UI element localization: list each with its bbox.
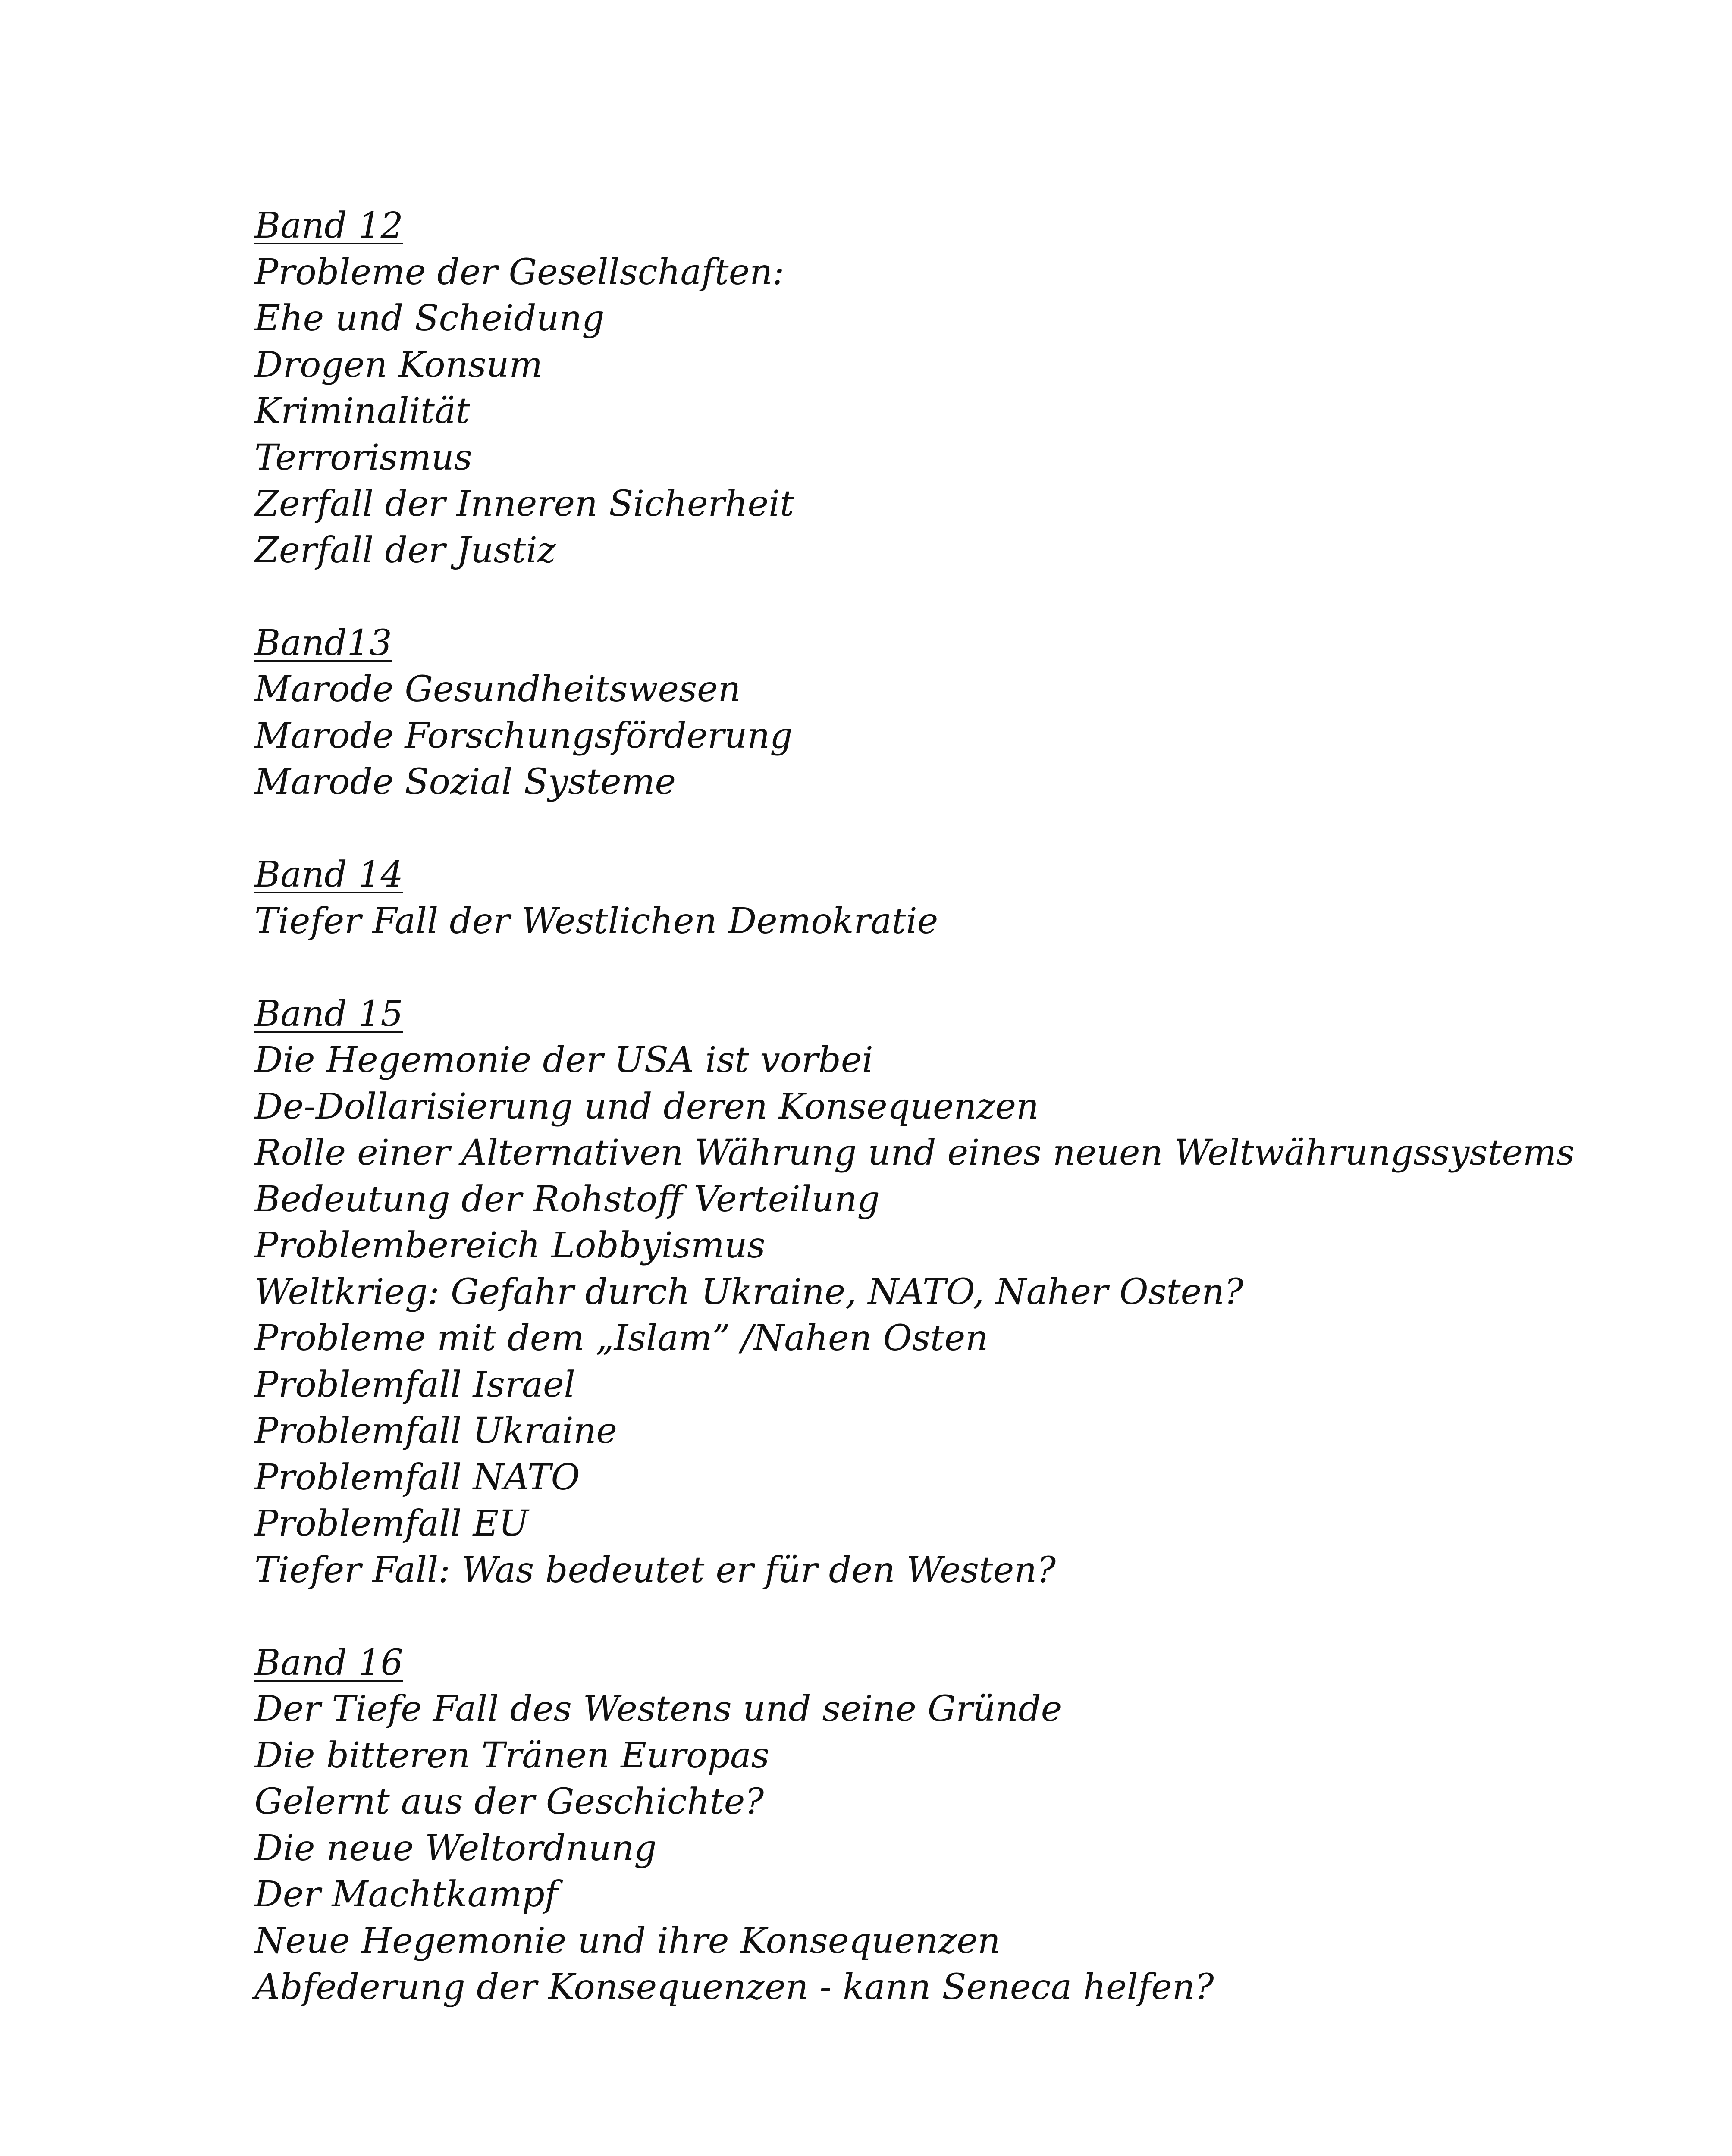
topic-item: Problembereich Lobbyismus (254, 1225, 766, 1266)
topic-item: Terrorismus (254, 437, 472, 478)
topic-item: Tiefer Fall der Westlichen Demokratie (254, 900, 938, 942)
topic-item: Gelernt aus der Geschichte? (254, 1781, 764, 1822)
topic-item: Bedeutung der Rohstoff Verteilung (254, 1178, 880, 1220)
band-heading: Band 15 (254, 993, 403, 1034)
band-heading: Band 12 (254, 205, 403, 246)
topic-item: Zerfall der Inneren Sicherheit (254, 483, 794, 524)
topic-item: Marode Gesundheitswesen (254, 669, 741, 710)
section-band-16 (254, 1640, 1635, 2011)
topic-item: Probleme mit dem „Islam” /Nahen Osten (254, 1318, 988, 1359)
topic-item: Tiefer Fall: Was bedeutet er für den Westen? (254, 1549, 1056, 1591)
topic-item: Die bitteren Tränen Europas (254, 1735, 770, 1776)
section-band-14 (254, 852, 1635, 944)
topic-item: Marode Sozial Systeme (254, 761, 676, 802)
topic-item: Problemfall Israel (254, 1364, 575, 1405)
topic-item: Problemfall Ukraine (254, 1410, 617, 1451)
topic-item: Weltkrieg: Gefahr durch Ukraine, NATO, Naher Osten? (254, 1271, 1243, 1313)
topic-item: Rolle einer Alternativen Währung und eines neuen Weltwährungssystems (254, 1132, 1575, 1173)
topic-item: Die Hegemonie der USA ist vorbei (254, 1040, 873, 1081)
section-band-13 (254, 620, 1635, 805)
topic-list (254, 666, 1635, 805)
topic-item: Problemfall EU (254, 1503, 529, 1544)
band-heading: Band13 (254, 622, 392, 664)
topic-item: Kriminalität (254, 391, 470, 432)
topic-item: De-Dollarisierung und deren Konsequenzen (254, 1086, 1039, 1127)
topic-item: Problemfall NATO (254, 1457, 580, 1498)
topic-list (254, 898, 1635, 945)
topic-item: Marode Forschungsförderung (254, 715, 793, 756)
topic-item: Ehe und Scheidung (254, 298, 605, 339)
topic-list (254, 1037, 1635, 1593)
topic-item: Probleme der Gesellschaften: (254, 251, 784, 293)
band-heading: Band 16 (254, 1642, 403, 1683)
section-band-15 (254, 991, 1635, 1594)
topic-list (254, 249, 1635, 574)
topic-item: Abfederung der Konsequenzen - kann Seneca helfen? (254, 1967, 1214, 2008)
volume-outline (254, 203, 1635, 2011)
topic-list (254, 1686, 1635, 2011)
topic-item: Der Tiefe Fall des Westens und seine Gründe (254, 1689, 1062, 1730)
topic-item: Der Machtkampf (254, 1874, 558, 1915)
topic-item: Neue Hegemonie und ihre Konsequenzen (254, 1920, 1001, 1962)
topic-item: Die neue Weltordnung (254, 1827, 657, 1869)
topic-item: Drogen Konsum (254, 344, 543, 385)
section-band-12 (254, 203, 1635, 573)
band-heading: Band 14 (254, 854, 403, 895)
topic-item: Zerfall der Justiz (254, 530, 556, 571)
